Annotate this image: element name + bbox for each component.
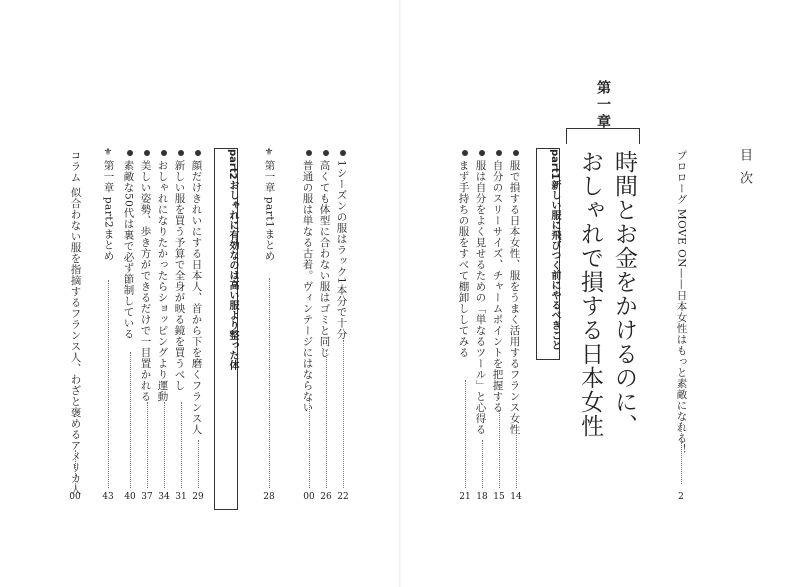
toc-entry[interactable]: 美しい姿勢、歩き方ができるだけで一目置かれる (139, 160, 152, 402)
toc-entry[interactable]: まず手持ちの服をすべて棚卸ししてみる (457, 160, 470, 358)
leader-dots (309, 400, 311, 488)
chapter-title-line2: おしゃれで損する日本女性 (577, 150, 603, 438)
bullet-icon (178, 150, 184, 156)
toc-entry[interactable]: 服は自分をよく見せるための「単なるツール」と心得る (474, 160, 487, 435)
toc-entry[interactable]: 1シーズンの服はラック1本分で十分 (335, 160, 348, 340)
part1-subtitle: 新しい服に飛びつく前にやるべきこと (549, 179, 560, 350)
leader-dots (198, 440, 200, 488)
page-gutter (399, 0, 401, 587)
leader-dots (482, 440, 484, 488)
page-number: 21 (459, 492, 471, 502)
page-number: 00 (303, 492, 315, 502)
part1-box (536, 148, 560, 360)
page-number: 26 (320, 492, 332, 502)
fleur-de-lis-icon: ⚜ (264, 147, 274, 158)
page-number: 29 (192, 492, 204, 502)
leader-dots (516, 428, 518, 488)
page-number: 34 (158, 492, 170, 502)
bullet-icon (306, 150, 312, 156)
fleur-de-lis-icon: ⚜ (103, 147, 113, 158)
page-number: 37 (141, 492, 153, 502)
toc-entry[interactable]: 服で損する日本女性、服をうまく活用するフランス女性 (508, 160, 521, 435)
leader-dots (269, 278, 271, 488)
part1-label: part1 (549, 149, 560, 180)
chapter-label: 第一章 (595, 80, 611, 131)
page-number: 00 (69, 492, 81, 502)
leader-dots (108, 280, 110, 488)
summary-entry[interactable]: 第一章 part2まとめ (102, 160, 115, 262)
bullet-icon (479, 150, 485, 156)
part2-box (214, 148, 238, 510)
bullet-icon (144, 150, 150, 156)
bullet-icon (323, 150, 329, 156)
toc-entry[interactable]: 素敵な50代は裏で必ず節制している (122, 160, 135, 340)
toc-entry[interactable]: 高くても体型に合わない服はゴミと同じ (318, 160, 331, 358)
bullet-icon (127, 150, 133, 156)
leader-dots (130, 352, 132, 488)
bullet-icon (161, 150, 167, 156)
toc-entry[interactable]: おしゃれになりたかったらショッピングより運動 (156, 160, 169, 402)
part2-subtitle: おしゃれに有効なのは高い服より整った体 (227, 179, 238, 370)
chapter-title-line1: 時間とお金をかけるのに、 (611, 150, 637, 438)
part2-label: part2 (227, 149, 238, 180)
toc-entry[interactable]: 新しい服を買う予算で全身が映る鏡を買うべし (173, 160, 186, 391)
page-number: 14 (510, 492, 522, 502)
toc-entry[interactable]: 自分のスリーサイズ、チャームポイントを把握する (491, 160, 504, 413)
bullet-icon (195, 150, 201, 156)
leader-dots (343, 340, 345, 488)
leader-dots (681, 422, 683, 484)
page-number: 40 (124, 492, 136, 502)
page-number: 15 (493, 492, 505, 502)
page-number: 22 (337, 492, 349, 502)
page-number: 2 (678, 492, 684, 502)
leader-dots (465, 380, 467, 488)
chapter-rule (566, 128, 640, 129)
prologue-entry[interactable]: プロローグ MOVE ON——日本女性はもっと素敵になれる！ (675, 150, 688, 455)
toc-heading: 目次 (737, 148, 752, 194)
bullet-icon (513, 150, 519, 156)
leader-dots (147, 402, 149, 488)
bullet-icon (496, 150, 502, 156)
column-entry[interactable]: コラム 似合わない服を指摘するフランス人、わざと褒めるアメリカ人 (69, 150, 82, 495)
leader-dots (75, 450, 77, 488)
summary-entry[interactable]: 第一章 part1まとめ (263, 160, 276, 262)
bullet-icon (340, 150, 346, 156)
leader-dots (164, 402, 166, 488)
toc-entry[interactable]: 普通の服は単なる古着。ヴィンテージにはならない (301, 160, 314, 413)
leader-dots (499, 410, 501, 488)
page-number: 31 (175, 492, 187, 502)
page-number: 18 (476, 492, 488, 502)
bullet-icon (462, 150, 468, 156)
leader-dots (181, 402, 183, 488)
page-number: 43 (102, 492, 114, 502)
leader-dots (326, 350, 328, 488)
page-number: 28 (263, 492, 275, 502)
toc-entry[interactable]: 顔だけきれいにする日本人、首から下を磨くフランス人 (190, 160, 203, 435)
